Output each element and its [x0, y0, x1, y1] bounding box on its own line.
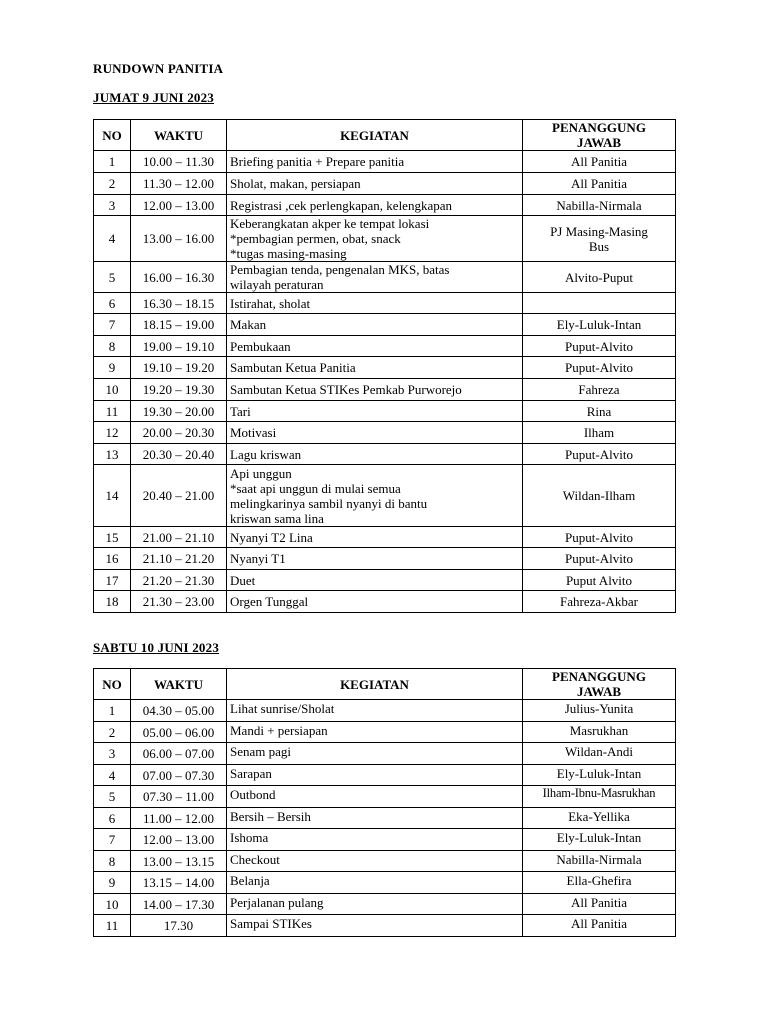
- row-time: 20.30 – 20.40: [131, 444, 227, 465]
- row-activity: Perjalanan pulang: [227, 894, 523, 915]
- row-number: 5: [94, 262, 131, 293]
- row-time: 07.30 – 11.00: [131, 786, 227, 808]
- row-number: 4: [94, 216, 131, 262]
- row-responsible: Nabilla-Nirmala: [523, 195, 676, 216]
- row-number: 6: [94, 808, 131, 829]
- row-time: 04.30 – 05.00: [131, 700, 227, 722]
- row-activity: Lihat sunrise/Sholat: [227, 700, 523, 722]
- row-activity: Orgen Tunggal: [227, 591, 523, 613]
- row-responsible: Ely-Luluk-Intan: [523, 765, 676, 786]
- table-row: [94, 216, 676, 262]
- row-responsible: All Panitia: [523, 151, 676, 173]
- row-activity: Istirahat, sholat: [227, 293, 523, 314]
- row-time: 05.00 – 06.00: [131, 722, 227, 743]
- table-row: [94, 829, 676, 851]
- table-row: [94, 314, 676, 336]
- row-activity: Sambutan Ketua STIKes Pemkab Purworejo: [227, 379, 523, 401]
- row-responsible: All Panitia: [523, 915, 676, 937]
- row-number: 1: [94, 700, 131, 722]
- row-time: 21.10 – 21.20: [131, 548, 227, 570]
- table-row: [94, 465, 676, 527]
- row-responsible: Ella-Ghefira: [523, 872, 676, 894]
- table-row: [94, 173, 676, 195]
- row-responsible: Fahreza-Akbar: [523, 591, 676, 613]
- table-row: [94, 872, 676, 894]
- row-time: 12.00 – 13.00: [131, 829, 227, 851]
- row-responsible: Rina: [523, 401, 676, 422]
- table-row: [94, 262, 676, 293]
- row-time: 11.00 – 12.00: [131, 808, 227, 829]
- row-number: 1: [94, 151, 131, 173]
- table-row: [94, 379, 676, 401]
- row-time: 20.40 – 21.00: [131, 465, 227, 527]
- header-waktu: WAKTU: [131, 120, 227, 151]
- row-number: 12: [94, 422, 131, 444]
- table-row: [94, 786, 676, 808]
- row-time: 07.00 – 07.30: [131, 765, 227, 786]
- document-title: RUNDOWN PANITIA: [93, 61, 224, 76]
- row-responsible: Julius-Yunita: [523, 700, 676, 722]
- table-header-row: [94, 120, 676, 151]
- row-time: 21.00 – 21.10: [131, 527, 227, 548]
- header-penanggung-jawab: PENANGGUNG JAWAB: [523, 669, 676, 700]
- row-time: 14.00 – 17.30: [131, 894, 227, 915]
- row-responsible: Wildan-Andi: [523, 743, 676, 765]
- table-row: [94, 401, 676, 422]
- table-row: [94, 722, 676, 743]
- row-responsible: Puput-Alvito: [523, 357, 676, 379]
- row-responsible: Puput-Alvito: [523, 336, 676, 357]
- table-row: [94, 700, 676, 722]
- row-time: 21.20 – 21.30: [131, 570, 227, 591]
- row-responsible: Ely-Luluk-Intan: [523, 829, 676, 851]
- table-row: [94, 422, 676, 444]
- row-time: 13.00 – 13.15: [131, 851, 227, 872]
- row-number: 13: [94, 444, 131, 465]
- row-number: 9: [94, 357, 131, 379]
- row-number: 10: [94, 379, 131, 401]
- row-number: 7: [94, 314, 131, 336]
- header-waktu: WAKTU: [131, 669, 227, 700]
- row-time: 19.10 – 19.20: [131, 357, 227, 379]
- row-responsible: Puput Alvito: [523, 570, 676, 591]
- row-number: 18: [94, 591, 131, 613]
- row-number: 9: [94, 872, 131, 894]
- row-time: 18.15 – 19.00: [131, 314, 227, 336]
- row-activity: Belanja: [227, 872, 523, 894]
- row-responsible: [523, 293, 676, 314]
- row-responsible: Puput-Alvito: [523, 444, 676, 465]
- row-responsible: All Panitia: [523, 173, 676, 195]
- row-time: 12.00 – 13.00: [131, 195, 227, 216]
- row-activity: Sarapan: [227, 765, 523, 786]
- row-activity: Duet: [227, 570, 523, 591]
- row-number: 14: [94, 465, 131, 527]
- row-responsible: Ilham-Ibnu-Masrukhan: [523, 786, 676, 808]
- row-activity: Registrasi ,cek perlengkapan, kelengkapan: [227, 195, 523, 216]
- row-time: 11.30 – 12.00: [131, 173, 227, 195]
- table-row: [94, 527, 676, 548]
- row-activity: Senam pagi: [227, 743, 523, 765]
- table-row: [94, 293, 676, 314]
- table-row: [94, 548, 676, 570]
- row-number: 4: [94, 765, 131, 786]
- row-time: 19.00 – 19.10: [131, 336, 227, 357]
- row-number: 7: [94, 829, 131, 851]
- row-responsible: Nabilla-Nirmala: [523, 851, 676, 872]
- header-kegiatan: KEGIATAN: [227, 120, 523, 151]
- row-time: 06.00 – 07.00: [131, 743, 227, 765]
- header-kegiatan: KEGIATAN: [227, 669, 523, 700]
- row-responsible: Ilham: [523, 422, 676, 444]
- row-time: 17.30: [131, 915, 227, 937]
- row-activity: Mandi + persiapan: [227, 722, 523, 743]
- row-number: 11: [94, 401, 131, 422]
- row-activity: Nyanyi T2 Lina: [227, 527, 523, 548]
- row-activity: Sampai STIKes: [227, 915, 523, 937]
- row-activity: Keberangkatan akper ke tempat lokasi *pembagian permen, obat, snack *tugas masing-masing: [227, 216, 523, 262]
- table-row: [94, 743, 676, 765]
- row-activity: Pembukaan: [227, 336, 523, 357]
- row-responsible: Alvito-Puput: [523, 262, 676, 293]
- row-number: 11: [94, 915, 131, 937]
- row-activity: Tari: [227, 401, 523, 422]
- row-activity: Sholat, makan, persiapan: [227, 173, 523, 195]
- table-row: [94, 151, 676, 173]
- row-number: 10: [94, 894, 131, 915]
- row-number: 3: [94, 743, 131, 765]
- row-time: 19.20 – 19.30: [131, 379, 227, 401]
- row-activity: Motivasi: [227, 422, 523, 444]
- row-activity: Briefing panitia + Prepare panitia: [227, 151, 523, 173]
- table-row: [94, 195, 676, 216]
- table-header-row: [94, 669, 676, 700]
- row-responsible: All Panitia: [523, 894, 676, 915]
- row-activity: Checkout: [227, 851, 523, 872]
- table-row: [94, 444, 676, 465]
- row-number: 5: [94, 786, 131, 808]
- row-number: 8: [94, 851, 131, 872]
- row-number: 15: [94, 527, 131, 548]
- row-responsible: Fahreza: [523, 379, 676, 401]
- row-number: 16: [94, 548, 131, 570]
- row-time: 16.00 – 16.30: [131, 262, 227, 293]
- row-number: 17: [94, 570, 131, 591]
- row-number: 6: [94, 293, 131, 314]
- schedule-body-sabtu: [94, 700, 676, 937]
- row-responsible: Puput-Alvito: [523, 548, 676, 570]
- header-no: NO: [94, 669, 131, 700]
- row-time: 20.00 – 20.30: [131, 422, 227, 444]
- row-activity: Nyanyi T1: [227, 548, 523, 570]
- table-row: [94, 894, 676, 915]
- row-activity: Outbond: [227, 786, 523, 808]
- row-activity: Api unggun *saat api unggun di mulai semua melingkarinya sambil nyanyi di bantu kriswan sama lina: [227, 465, 523, 527]
- row-responsible: Ely-Luluk-Intan: [523, 314, 676, 336]
- row-activity: Makan: [227, 314, 523, 336]
- row-number: 3: [94, 195, 131, 216]
- row-responsible: Masrukhan: [523, 722, 676, 743]
- row-responsible: Wildan-Ilham: [523, 465, 676, 527]
- row-time: 21.30 – 23.00: [131, 591, 227, 613]
- row-responsible: Eka-Yellika: [523, 808, 676, 829]
- row-time: 10.00 – 11.30: [131, 151, 227, 173]
- table-row: [94, 915, 676, 937]
- table-row: [94, 851, 676, 872]
- row-activity: Sambutan Ketua Panitia: [227, 357, 523, 379]
- table-row: [94, 570, 676, 591]
- table-row: [94, 765, 676, 786]
- table-row: [94, 357, 676, 379]
- row-time: 16.30 – 18.15: [131, 293, 227, 314]
- schedule-table-sabtu: [93, 668, 676, 937]
- row-activity: Ishoma: [227, 829, 523, 851]
- row-number: 2: [94, 173, 131, 195]
- table-row: [94, 336, 676, 357]
- header-no: NO: [94, 120, 131, 151]
- row-activity: Lagu kriswan: [227, 444, 523, 465]
- day-heading-sabtu: SABTU 10 JUNI 2023: [93, 640, 220, 655]
- day-heading-jumat: JUMAT 9 JUNI 2023: [93, 90, 215, 105]
- row-responsible: Puput-Alvito: [523, 527, 676, 548]
- row-activity: Bersih – Bersih: [227, 808, 523, 829]
- row-time: 13.15 – 14.00: [131, 872, 227, 894]
- table-row: [94, 808, 676, 829]
- schedule-body-jumat: [94, 151, 676, 613]
- table-row: [94, 591, 676, 613]
- row-responsible: PJ Masing-Masing Bus: [523, 216, 676, 262]
- row-time: 19.30 – 20.00: [131, 401, 227, 422]
- row-number: 2: [94, 722, 131, 743]
- schedule-table-jumat: [93, 119, 676, 613]
- row-activity: Pembagian tenda, pengenalan MKS, batas wilayah peraturan: [227, 262, 523, 293]
- row-time: 13.00 – 16.00: [131, 216, 227, 262]
- row-number: 8: [94, 336, 131, 357]
- header-penanggung-jawab: PENANGGUNG JAWAB: [523, 120, 676, 151]
